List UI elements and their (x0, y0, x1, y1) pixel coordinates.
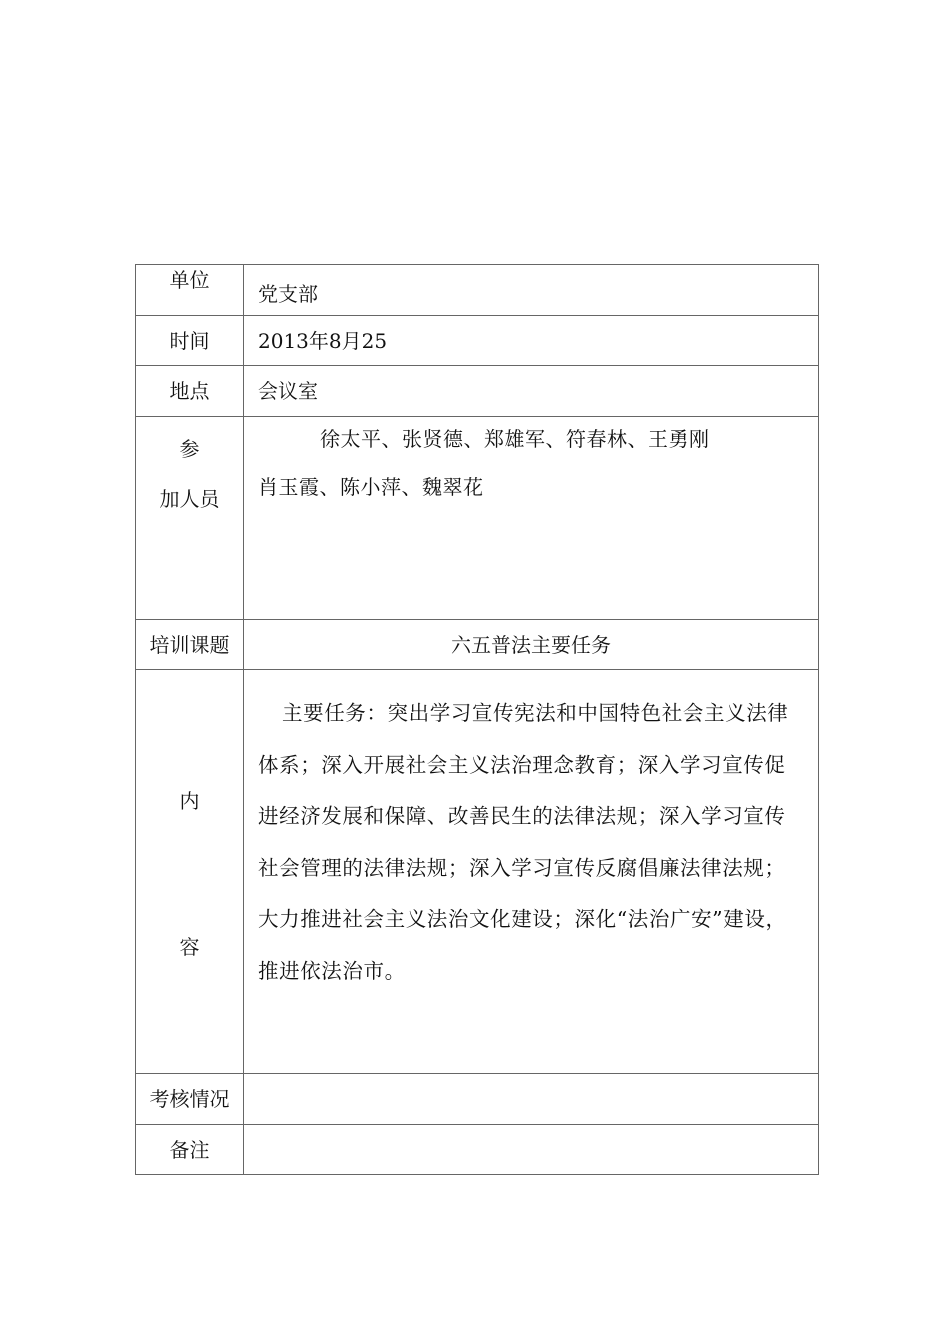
assessment-label-cell (136, 1074, 244, 1125)
unit-value-cell (244, 265, 819, 316)
unit-label-cell (136, 265, 244, 316)
place-value-cell (244, 366, 819, 417)
training-record-table (135, 264, 819, 1175)
participants-row (136, 417, 819, 620)
topic-label: 培训课题 (149, 632, 230, 657)
assessment-value-cell (244, 1074, 819, 1125)
unit-value: 党支部 (258, 282, 318, 306)
remarks-row (136, 1125, 819, 1175)
content-value-cell (244, 670, 819, 1074)
topic-row (136, 620, 819, 670)
assessment-label: 考核情况 (149, 1087, 230, 1111)
content-label-cell (136, 670, 244, 1074)
participants-label-part2: 加人员 (159, 487, 220, 511)
participants-label-cell (136, 417, 244, 620)
place-label: 地点 (169, 379, 210, 403)
place-label-cell (136, 366, 244, 417)
time-label: 时间 (169, 328, 210, 353)
place-row (136, 366, 819, 417)
remarks-label: 备注 (169, 1137, 210, 1162)
participants-line-1: 徐太平、张贤德、郑雄军、符春林、王勇刚 (320, 427, 710, 451)
topic-value: 六五普法主要任务 (451, 632, 611, 657)
time-row (136, 316, 819, 366)
place-value: 会议室 (258, 379, 318, 403)
content-label-part1: 内 (179, 789, 200, 813)
time-value-cell (244, 316, 819, 366)
remarks-label-cell (136, 1125, 244, 1175)
time-label-cell (136, 316, 244, 366)
participants-line-2: 肖玉霞、陈小萍、魏翠花 (258, 475, 484, 499)
time-value: 2013年8月25 (258, 328, 388, 353)
content-row (136, 670, 819, 1074)
content-text: 主要任务：突出学习宣传宪法和中国特色社会主义法律体系；深入开展社会主义法治理念教育；深入学习宣传促进经济发展和保障、改善民生的法律法规；深入学习宣传社会管理的法律法规；深入学习宣传反腐倡廉法律法规；大力推进社会主义法治文化建设；深化“法治广安”建设，推进依法治市。 (258, 701, 789, 983)
participants-value-cell (244, 417, 819, 620)
topic-value-cell (244, 620, 819, 670)
remarks-value-cell (244, 1125, 819, 1175)
assessment-row (136, 1074, 819, 1125)
participants-label-part1: 参 (179, 437, 200, 461)
content-label-part2: 容 (179, 935, 200, 959)
unit-row (136, 265, 819, 316)
unit-label: 单位 (169, 268, 210, 292)
topic-label-cell (136, 620, 244, 670)
